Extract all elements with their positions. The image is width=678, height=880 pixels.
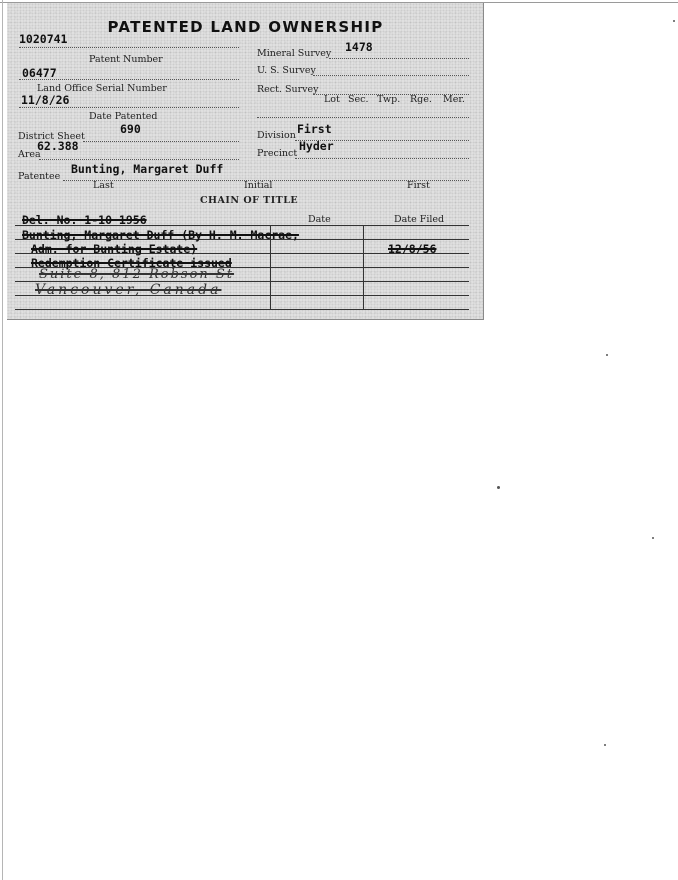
scan-speck [604, 744, 606, 746]
mineral-survey-label: Mineral Survey [257, 48, 332, 59]
chain-entry-6-handwritten: Vancouver, Canada [35, 282, 222, 298]
division-value: First [297, 122, 332, 136]
rect-col-sec: Sec. [348, 94, 369, 105]
patent-number-line [19, 47, 239, 48]
rect-survey-values-line [257, 117, 469, 118]
us-survey-label: U. S. Survey [257, 65, 316, 76]
area-line [39, 159, 239, 160]
land-ownership-card [7, 3, 484, 320]
chain-entry-2: Bunting, Margaret Duff (By H. M. Macrae, [22, 228, 299, 242]
district-sheet-label: District Sheet [18, 131, 85, 142]
chain-of-title-heading: CHAIN OF TITLE [200, 195, 299, 206]
patent-number-label: Patent Number [89, 54, 163, 65]
scan-speck [652, 537, 654, 539]
division-label: Division [257, 130, 296, 141]
serial-label: Land Office Serial Number [37, 83, 167, 94]
precinct-label: Precinct [257, 148, 298, 159]
rect-col-rge: Rge. [410, 94, 432, 105]
district-sheet-value: 690 [120, 122, 141, 136]
patentee-label: Patentee [18, 171, 61, 182]
area-label: Area [18, 149, 41, 160]
page-edge-left [2, 0, 3, 880]
chain-col-date: Date [308, 214, 331, 225]
district-sheet-line [83, 141, 239, 142]
patent-number-value: 1020741 [19, 32, 68, 46]
us-survey-line [313, 75, 469, 76]
chain-entry-4: Redemption Certificate issued [31, 256, 232, 270]
rect-col-lot: Lot [324, 94, 340, 105]
scan-speck [673, 20, 675, 22]
scan-speck [606, 354, 608, 356]
name-last-label: Last [93, 180, 114, 191]
rect-survey-label: Rect. Survey [257, 84, 319, 95]
scan-speck [497, 486, 500, 489]
date-patented-label: Date Patented [89, 111, 158, 122]
chain-col-date-filed: Date Filed [394, 214, 445, 225]
card-title: PATENTED LAND OWNERSHIP [107, 18, 384, 36]
area-value: 62.388 [37, 139, 79, 153]
date-patented-line [19, 107, 239, 108]
precinct-value: Hyder [299, 139, 334, 153]
chain-entry-5-handwritten: Suite 8, 812 Robson St [39, 267, 235, 282]
date-patented-value: 11/8/26 [21, 93, 70, 107]
chain-entry-3-date-filed: 12/8/56 [388, 242, 437, 256]
patentee-value: Bunting, Margaret Duff [71, 162, 224, 176]
rect-col-twp: Twp. [377, 94, 401, 105]
serial-value: 06477 [22, 66, 57, 80]
mineral-survey-value: 1478 [345, 40, 373, 54]
chain-entry-1: Del. No. 1-10 1956 [22, 213, 147, 227]
chain-entry-3: Adm. for Bunting Estate) [31, 242, 198, 256]
mineral-survey-line [329, 58, 469, 59]
chain-col-divider [363, 225, 364, 309]
name-initial-label: Initial [244, 180, 273, 191]
name-first-label: First [407, 180, 430, 191]
rect-col-mer: Mer. [443, 94, 465, 105]
chain-row-rule [15, 309, 469, 310]
precinct-line [295, 158, 469, 159]
serial-line [19, 79, 239, 80]
